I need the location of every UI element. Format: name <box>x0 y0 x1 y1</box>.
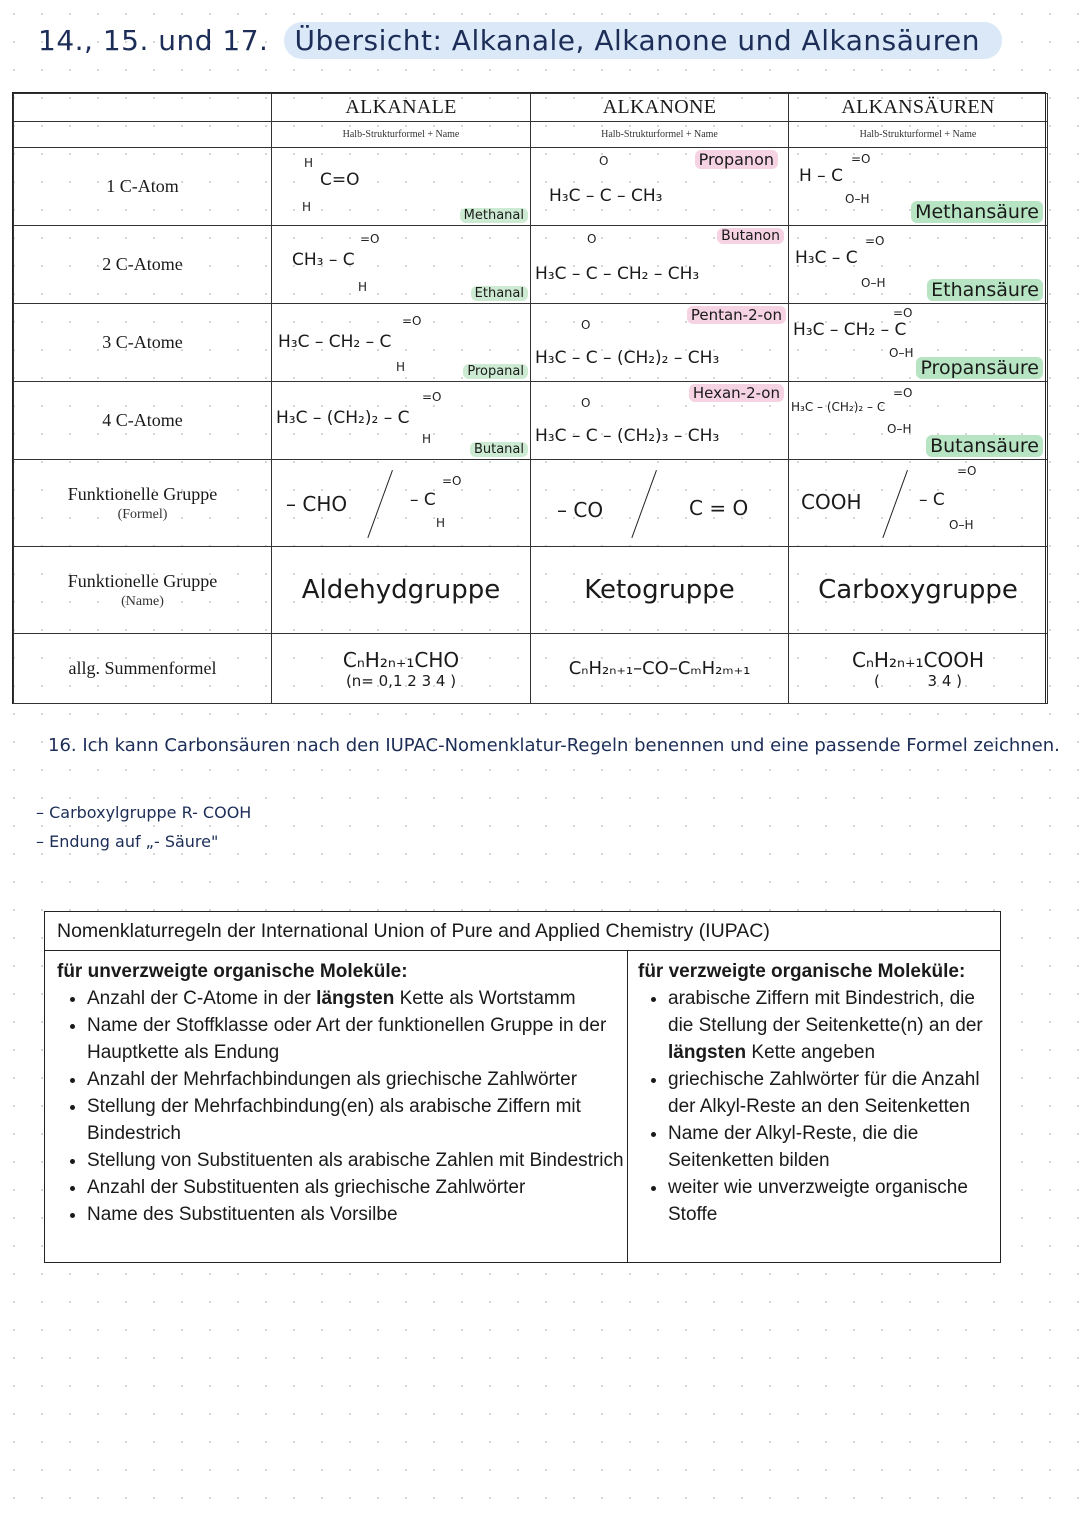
oh-group: O–H <box>889 346 914 360</box>
header-alkanone: ALKANONE <box>531 94 789 122</box>
learning-goal-16: 16. Ich kann Carbonsäuren nach den IUPAC-Nomenklatur-Regeln benennen und eine passende Formel zeichnen. <box>48 735 1060 756</box>
bullet-item: – Endung auf „- Säure" <box>36 832 219 851</box>
o-atom: O <box>587 232 597 246</box>
cell-butansaeure <box>789 382 1048 460</box>
formula: H – C <box>799 166 843 186</box>
sum-formula: CₙH₂ₙ₊₁CHO <box>342 647 460 672</box>
title-text: Übersicht: Alkanale, Alkanone und Alkansäuren <box>284 22 1002 59</box>
name-propanon: Propanon <box>695 150 778 169</box>
o-atom: =O <box>893 386 913 400</box>
row-label-4: 4 C-Atome <box>14 382 272 460</box>
oh-group: O–H <box>949 518 974 532</box>
o-atom: =O <box>893 306 913 320</box>
o-atom: O <box>581 318 591 332</box>
unbranched-title: für unverzweigte organische Moleküle: <box>57 961 408 982</box>
oh-group: O–H <box>887 422 912 436</box>
formula: H₃C – C – (CH₂)₃ – CH₃ <box>535 426 720 446</box>
rule-item: • Anzahl der C-Atome in der längsten Kette als Wortstamm <box>87 985 627 1012</box>
label-sub: (Formel) <box>117 506 168 522</box>
page-title <box>38 20 1002 60</box>
label-text: Funktionelle Gruppe <box>67 570 218 591</box>
cell-pentan-2-on <box>531 304 789 382</box>
o-atom: =O <box>957 464 977 478</box>
name-propanal: Propanal <box>463 364 528 379</box>
row-label-1: 1 C-Atom <box>14 148 272 226</box>
title-numbers: 14., 15. und 17. <box>38 23 269 57</box>
formula: H₃C – C <box>795 248 858 268</box>
h-atom: H <box>422 432 432 446</box>
cell-propansaeure <box>789 304 1048 382</box>
sum-formula-note: ( 3 4 ) <box>873 671 962 690</box>
o-atom: =O <box>851 152 871 166</box>
h-atom: H <box>358 280 368 294</box>
name-methansaeure: Methansäure <box>911 201 1043 223</box>
sum-formula-alkanal <box>272 634 531 704</box>
short-formula: COOH <box>801 490 862 514</box>
short-formula: – CHO <box>286 492 348 516</box>
row-label-3: 3 C-Atome <box>14 304 272 382</box>
rule-item: • Name des Substituenten als Vorsilbe <box>87 1201 627 1228</box>
cell-func-formula-alkanon <box>531 460 789 547</box>
rule-item: • griechische Zahlwörter für die Anzahl der Alkyl-Reste an den Seitenketten <box>668 1066 1000 1120</box>
short-formula: – CO <box>557 498 604 522</box>
cell-propanon <box>531 148 789 226</box>
sum-formula-note: (n= 0,1 2 3 4 ) <box>345 671 457 690</box>
corner-cell-2 <box>14 122 272 148</box>
oh-group: O–H <box>845 192 870 206</box>
header-alkanale: ALKANALE <box>272 94 531 122</box>
sum-formula-alkanon: CₙH₂ₙ₊₁–CO–CₘH₂ₘ₊₁ <box>531 634 789 704</box>
rule-item: • Stellung von Substituenten als arabische Zahlen mit Bindestrich <box>87 1147 627 1174</box>
label-text: Funktionelle Gruppe <box>67 483 218 504</box>
divider-slash <box>631 470 657 538</box>
cell-ethansaeure <box>789 226 1048 304</box>
divider-slash <box>882 470 908 538</box>
iupac-rules-box <box>44 911 1001 1263</box>
overview-table <box>12 92 1046 704</box>
h-atom: H <box>304 156 314 170</box>
formula: H₃C – C – CH₃ <box>549 186 663 206</box>
name-methanal: Methanal <box>460 208 528 223</box>
cell-methansaeure <box>789 148 1048 226</box>
iupac-unbranched-column <box>45 951 628 1263</box>
iupac-title: Nomenklaturregeln der International Union of Pure and Applied Chemistry (IUPAC) <box>45 912 1000 951</box>
oh-group: O–H <box>861 276 886 290</box>
h-atom: H <box>396 360 406 374</box>
rule-item: • Anzahl der Substituenten als griechische Zahlwörter <box>87 1174 627 1201</box>
rule-item: • Name der Alkyl-Reste, die die Seitenketten bilden <box>668 1120 1000 1174</box>
row-label-func-name <box>14 547 272 634</box>
rule-item: • arabische Ziffern mit Bindestrich, die die Stellung der Seitenkette(n) an der längsten Kette angeben <box>668 985 1000 1066</box>
cell-methanal <box>272 148 531 226</box>
rule-item: • weiter wie unverzweigte organische Stoffe <box>668 1174 1000 1228</box>
o-atom: =O <box>865 234 885 248</box>
branched-title: für verzweigte organische Moleküle: <box>638 961 966 982</box>
header-alkansaeuren: ALKANSÄUREN <box>789 94 1048 122</box>
rule-item: • Name der Stoffklasse oder Art der funktionellen Gruppe in der Hauptkette als Endung <box>87 1012 627 1066</box>
name-pentan-2-on: Pentan-2-on <box>687 306 786 324</box>
o-atom: =O <box>360 232 380 246</box>
formula: H₃C – CH₂ – C <box>278 332 392 352</box>
row-label-func-formula <box>14 460 272 547</box>
cell-butanon <box>531 226 789 304</box>
name-propansaeure: Propansäure <box>916 357 1043 379</box>
cell-ethanal <box>272 226 531 304</box>
name-ethanal: Ethanal <box>471 286 528 301</box>
long-formula: – C <box>410 490 436 510</box>
name-hexan-2-on: Hexan-2-on <box>689 384 784 402</box>
row-label-sum-formula: allg. Summenformel <box>14 634 272 704</box>
formula: CH₃ – C <box>292 250 355 270</box>
formula: H₃C – (CH₂)₂ – C <box>276 408 410 428</box>
subheader-alkanale: Halb-Strukturformel + Name <box>272 122 531 148</box>
name-butanal: Butanal <box>470 442 528 457</box>
divider-slash <box>367 470 393 538</box>
formula: H₃C – C – CH₂ – CH₃ <box>535 264 700 284</box>
formula: H₃C – C – (CH₂)₂ – CH₃ <box>535 348 720 368</box>
o-atom: =O <box>422 390 442 404</box>
rule-item: • Anzahl der Mehrfachbindungen als griechische Zahlwörter <box>87 1066 627 1093</box>
cell-func-formula-alkanal <box>272 460 531 547</box>
keto-group-name: Ketogruppe <box>531 547 789 634</box>
aldehyde-group-name: Aldehydgruppe <box>272 547 531 634</box>
h-atom: H <box>302 200 312 214</box>
label-sub: (Name) <box>121 593 164 609</box>
row-label-2: 2 C-Atome <box>14 226 272 304</box>
handwritten-bullets <box>36 803 251 861</box>
cell-hexan-2-on <box>531 382 789 460</box>
cell-func-formula-saeure <box>789 460 1048 547</box>
o-atom: =O <box>442 474 462 488</box>
name-ethansaeure: Ethansäure <box>927 279 1043 301</box>
long-formula: – C <box>919 490 945 510</box>
rule-item: • Stellung der Mehrfachbindung(en) als arabische Ziffern mit Bindestrich <box>87 1093 627 1147</box>
sum-formula-saeure <box>789 634 1048 704</box>
sum-formula: CₙH₂ₙ₊₁COOH <box>851 647 985 672</box>
name-butansaeure: Butansäure <box>926 435 1043 457</box>
o-atom: O <box>599 154 609 168</box>
h-atom: H <box>436 516 446 530</box>
iupac-branched-column <box>628 951 1000 1263</box>
formula: C=O <box>320 170 360 190</box>
subheader-alkanone: Halb-Strukturformel + Name <box>531 122 789 148</box>
cell-butanal <box>272 382 531 460</box>
formula: H₃C – (CH₂)₂ – C <box>791 400 886 414</box>
o-atom: O <box>581 396 591 410</box>
carboxy-group-name: Carboxygruppe <box>789 547 1048 634</box>
subheader-alkansaeuren: Halb-Strukturformel + Name <box>789 122 1048 148</box>
bullet-item: – Carboxylgruppe R- COOH <box>36 803 252 822</box>
long-formula: C = O <box>689 496 749 520</box>
o-atom: =O <box>402 314 422 328</box>
name-butanon: Butanon <box>717 228 784 244</box>
cell-propanal <box>272 304 531 382</box>
formula: H₃C – CH₂ – C <box>793 320 907 340</box>
corner-cell <box>14 94 272 122</box>
